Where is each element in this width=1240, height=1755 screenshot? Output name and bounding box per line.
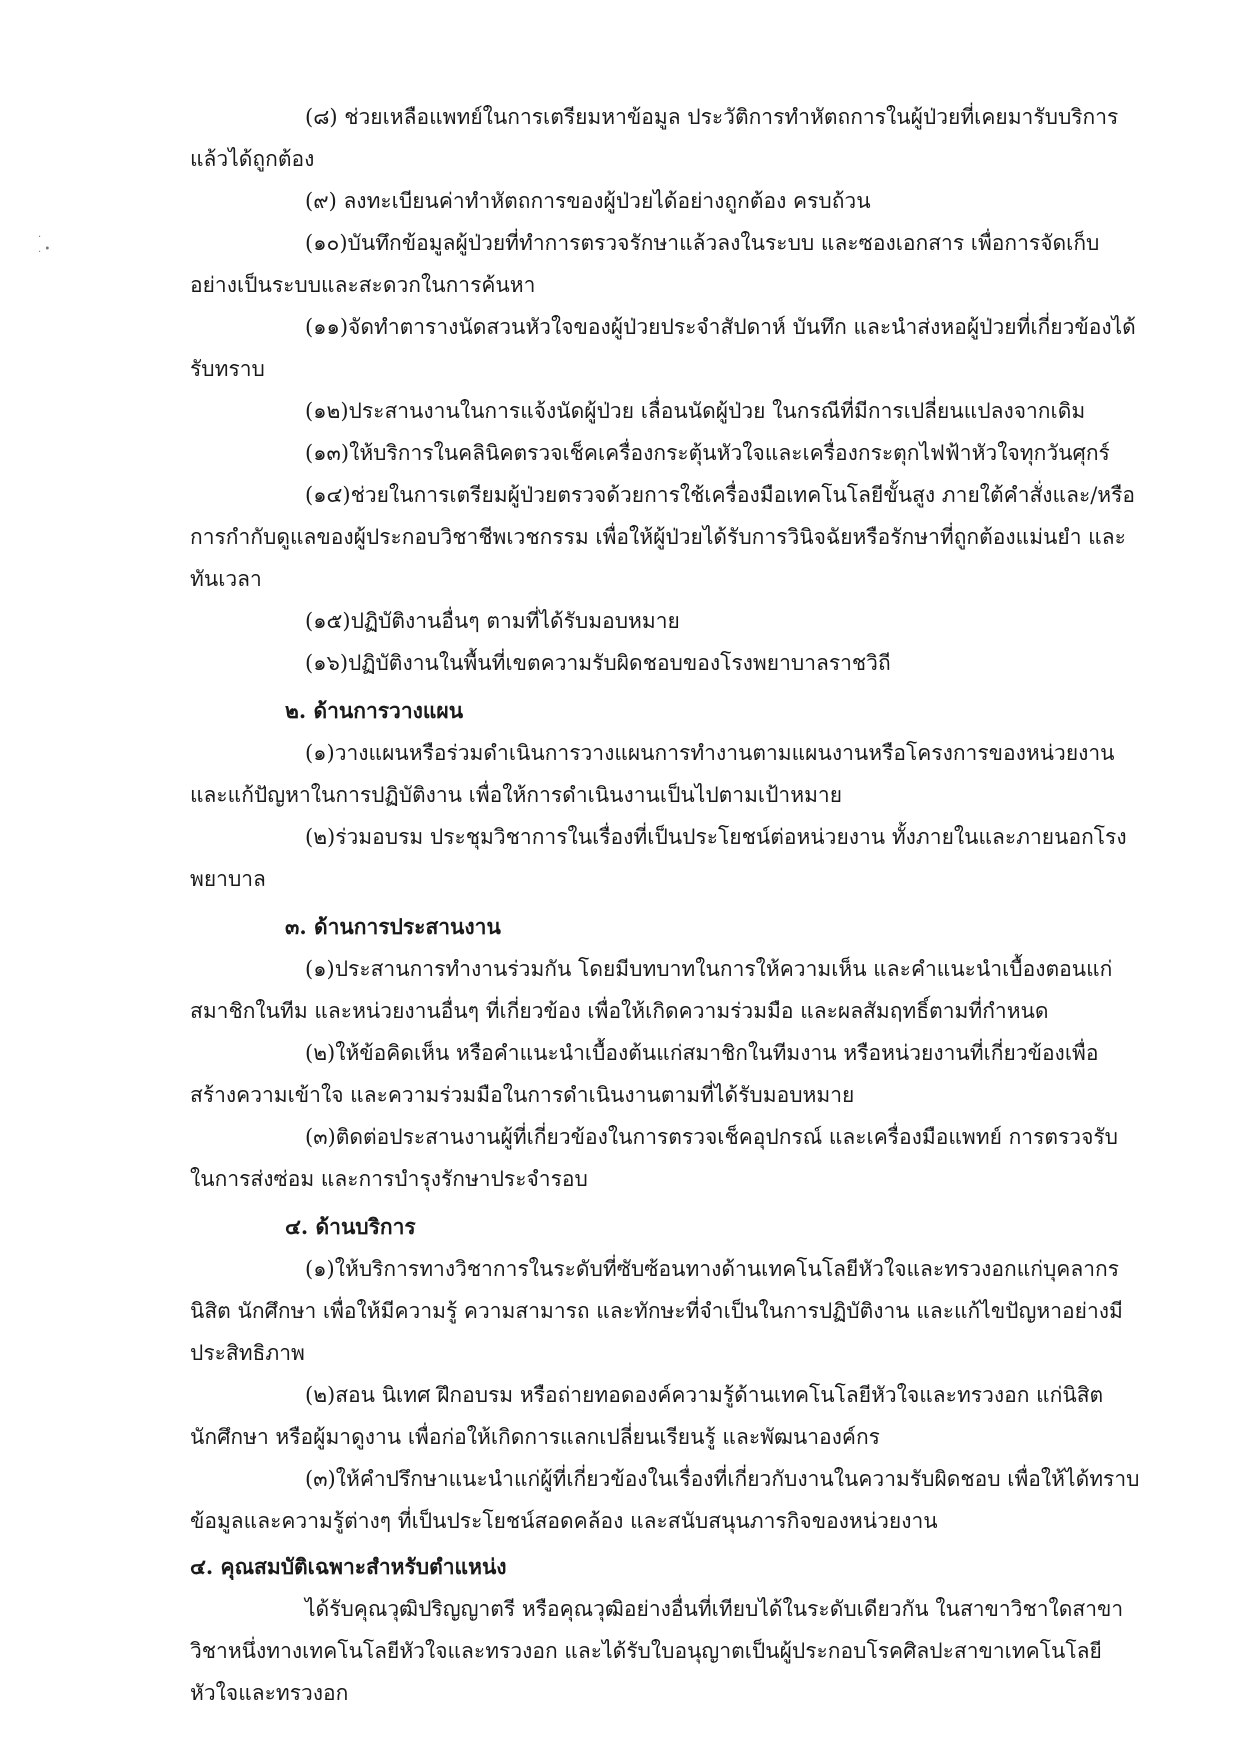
service-item-1: (๑)ให้บริการทางวิชาการในระดับที่ซับซ้อนทางด้านเทคโนโลยีหัวใจและทรวงอกแก่บุคลากรนิสิต นักศึกษา เพื่อให้มีความรู้ ความสามารถ และทักษะที่จำเป็นในการปฏิบัติงาน และแก้ไขปัญหาอย่างมีประสิทธิภาพ	[190, 1257, 1123, 1365]
planning-item-1: (๑)วางแผนหรือร่วมดำเนินการวางแผนการทำงานตามแผนงานหรือโครงการของหน่วยงานและแก้ปัญหาในการปฏิบัติงาน เพื่อให้การดำเนินงานเป็นไปตามเป้าหมาย	[190, 741, 1115, 807]
coordination-item-3: (๓)ติดต่อประสานงานผู้ที่เกี่ยวข้องในการตรวจเช็คอุปกรณ์ และเครื่องมือแพทย์ การตรวจรับในการส่งซ่อม และการบำรุงรักษาประจำรอบ	[190, 1125, 1118, 1191]
scan-speck-mark: · . •	[38, 232, 51, 255]
section-heading-qualifications: ๔. คุณสมบัติเฉพาะสำหรับตำแหน่ง	[190, 1554, 507, 1579]
planning-item-2: (๒)ร่วมอบรม ประชุมวิชาการในเรื่องที่เป็นประโยชน์ต่อหน่วยงาน ทั้งภายในและภายนอกโรงพยาบาล	[190, 825, 1127, 891]
item-16: (๑๖)ปฏิบัติงานในพื้นที่เขตความรับผิดชอบของโรงพยาบาลราชวิถี	[305, 651, 891, 675]
item-14: (๑๔)ช่วยในการเตรียมผู้ป่วยตรวจด้วยการใช้เครื่องมือเทคโนโลยีขั้นสูง ภายใต้คำสั่งและ/หรือการกำกับดูแลของผู้ประกอบวิชาชีพเวชกรรม เพื่อให้ผู้ป่วยได้รับการวินิจฉัยหรือรักษาที่ถูกต้องแม่นยำ และทันเวลา	[190, 483, 1136, 591]
item-9: (๙) ลงทะเบียนค่าทำหัตถการของผู้ป่วยได้อย่างถูกต้อง ครบถ้วน	[305, 189, 871, 213]
service-item-2: (๒)สอน นิเทศ ฝึกอบรม หรือถ่ายทอดองค์ความรู้ด้านเทคโนโลยีหัวใจและทรวงอก แก่นิสิตนักศึกษา หรือผู้มาดูงาน เพื่อก่อให้เกิดการแลกเปลี่ยนเรียนรู้ และพัฒนาองค์กร	[190, 1383, 1104, 1449]
document-body	[190, 96, 1140, 1714]
item-11: (๑๑)จัดทำตารางนัดสวนหัวใจของผู้ป่วยประจำสัปดาห์ บันทึก และนำส่งหอผู้ป่วยที่เกี่ยวข้องได้รับทราบ	[190, 315, 1136, 381]
coordination-item-1: (๑)ประสานการทำงานร่วมกัน โดยมีบทบาทในการให้ความเห็น และคำแนะนำเบื้องตอนแก่สมาชิกในทีม และหน่วยงานอื่นๆ ที่เกี่ยวข้อง เพื่อให้เกิดความร่วมมือ และผลสัมฤทธิ์ตามที่กำหนด	[190, 957, 1113, 1023]
section-heading-service: ๔. ด้านบริการ	[285, 1214, 416, 1239]
item-10: (๑๐)บันทึกข้อมูลผู้ป่วยที่ทำการตรวจรักษาแล้วลงในระบบ และซองเอกสาร เพื่อการจัดเก็บอย่างเป็นระบบและสะดวกในการค้นหา	[190, 231, 1100, 297]
qualifications-text: ได้รับคุณวุฒิปริญญาตรี หรือคุณวุฒิอย่างอื่นที่เทียบได้ในระดับเดียวกัน ในสาขาวิชาใดสาขาวิชาหนึ่งทางเทคโนโลยีหัวใจและทรวงอก และได้รับใบอนุญาตเป็นผู้ประกอบโรคศิลปะสาขาเทคโนโลยีหัวใจและทรวงอก	[190, 1597, 1124, 1705]
section-heading-coordination: ๓. ด้านการประสานงาน	[285, 914, 501, 939]
service-item-3: (๓)ให้คำปรึกษาแนะนำแก่ผู้ที่เกี่ยวข้องในเรื่องที่เกี่ยวกับงานในความรับผิดชอบ เพื่อให้ได้ทราบข้อมูลและความรู้ต่างๆ ที่เป็นประโยชน์สอดคล้อง และสนับสนุนภารกิจของหน่วยงาน	[190, 1467, 1140, 1533]
item-13: (๑๓)ให้บริการในคลินิคตรวจเช็คเครื่องกระตุ้นหัวใจและเครื่องกระตุกไฟฟ้าหัวใจทุกวันศุกร์	[305, 441, 1110, 465]
item-8: (๘) ช่วยเหลือแพทย์ในการเตรียมหาข้อมูล ประวัติการทำหัตถการในผู้ป่วยที่เคยมารับบริการแล้วได้ถูกต้อง	[190, 105, 1119, 171]
item-15: (๑๕)ปฏิบัติงานอื่นๆ ตามที่ได้รับมอบหมาย	[305, 609, 680, 633]
section-heading-planning: ๒. ด้านการวางแผน	[285, 698, 464, 723]
item-12: (๑๒)ประสานงานในการแจ้งนัดผู้ป่วย เลื่อนนัดผู้ป่วย ในกรณีที่มีการเปลี่ยนแปลงจากเดิม	[305, 399, 1086, 423]
coordination-item-2: (๒)ให้ข้อคิดเห็น หรือคำแนะนำเบื้องต้นแก่สมาชิกในทีมงาน หรือหน่วยงานที่เกี่ยวข้องเพื่อสร้างความเข้าใจ และความร่วมมือในการดำเนินงานตามที่ได้รับมอบหมาย	[190, 1041, 1099, 1107]
